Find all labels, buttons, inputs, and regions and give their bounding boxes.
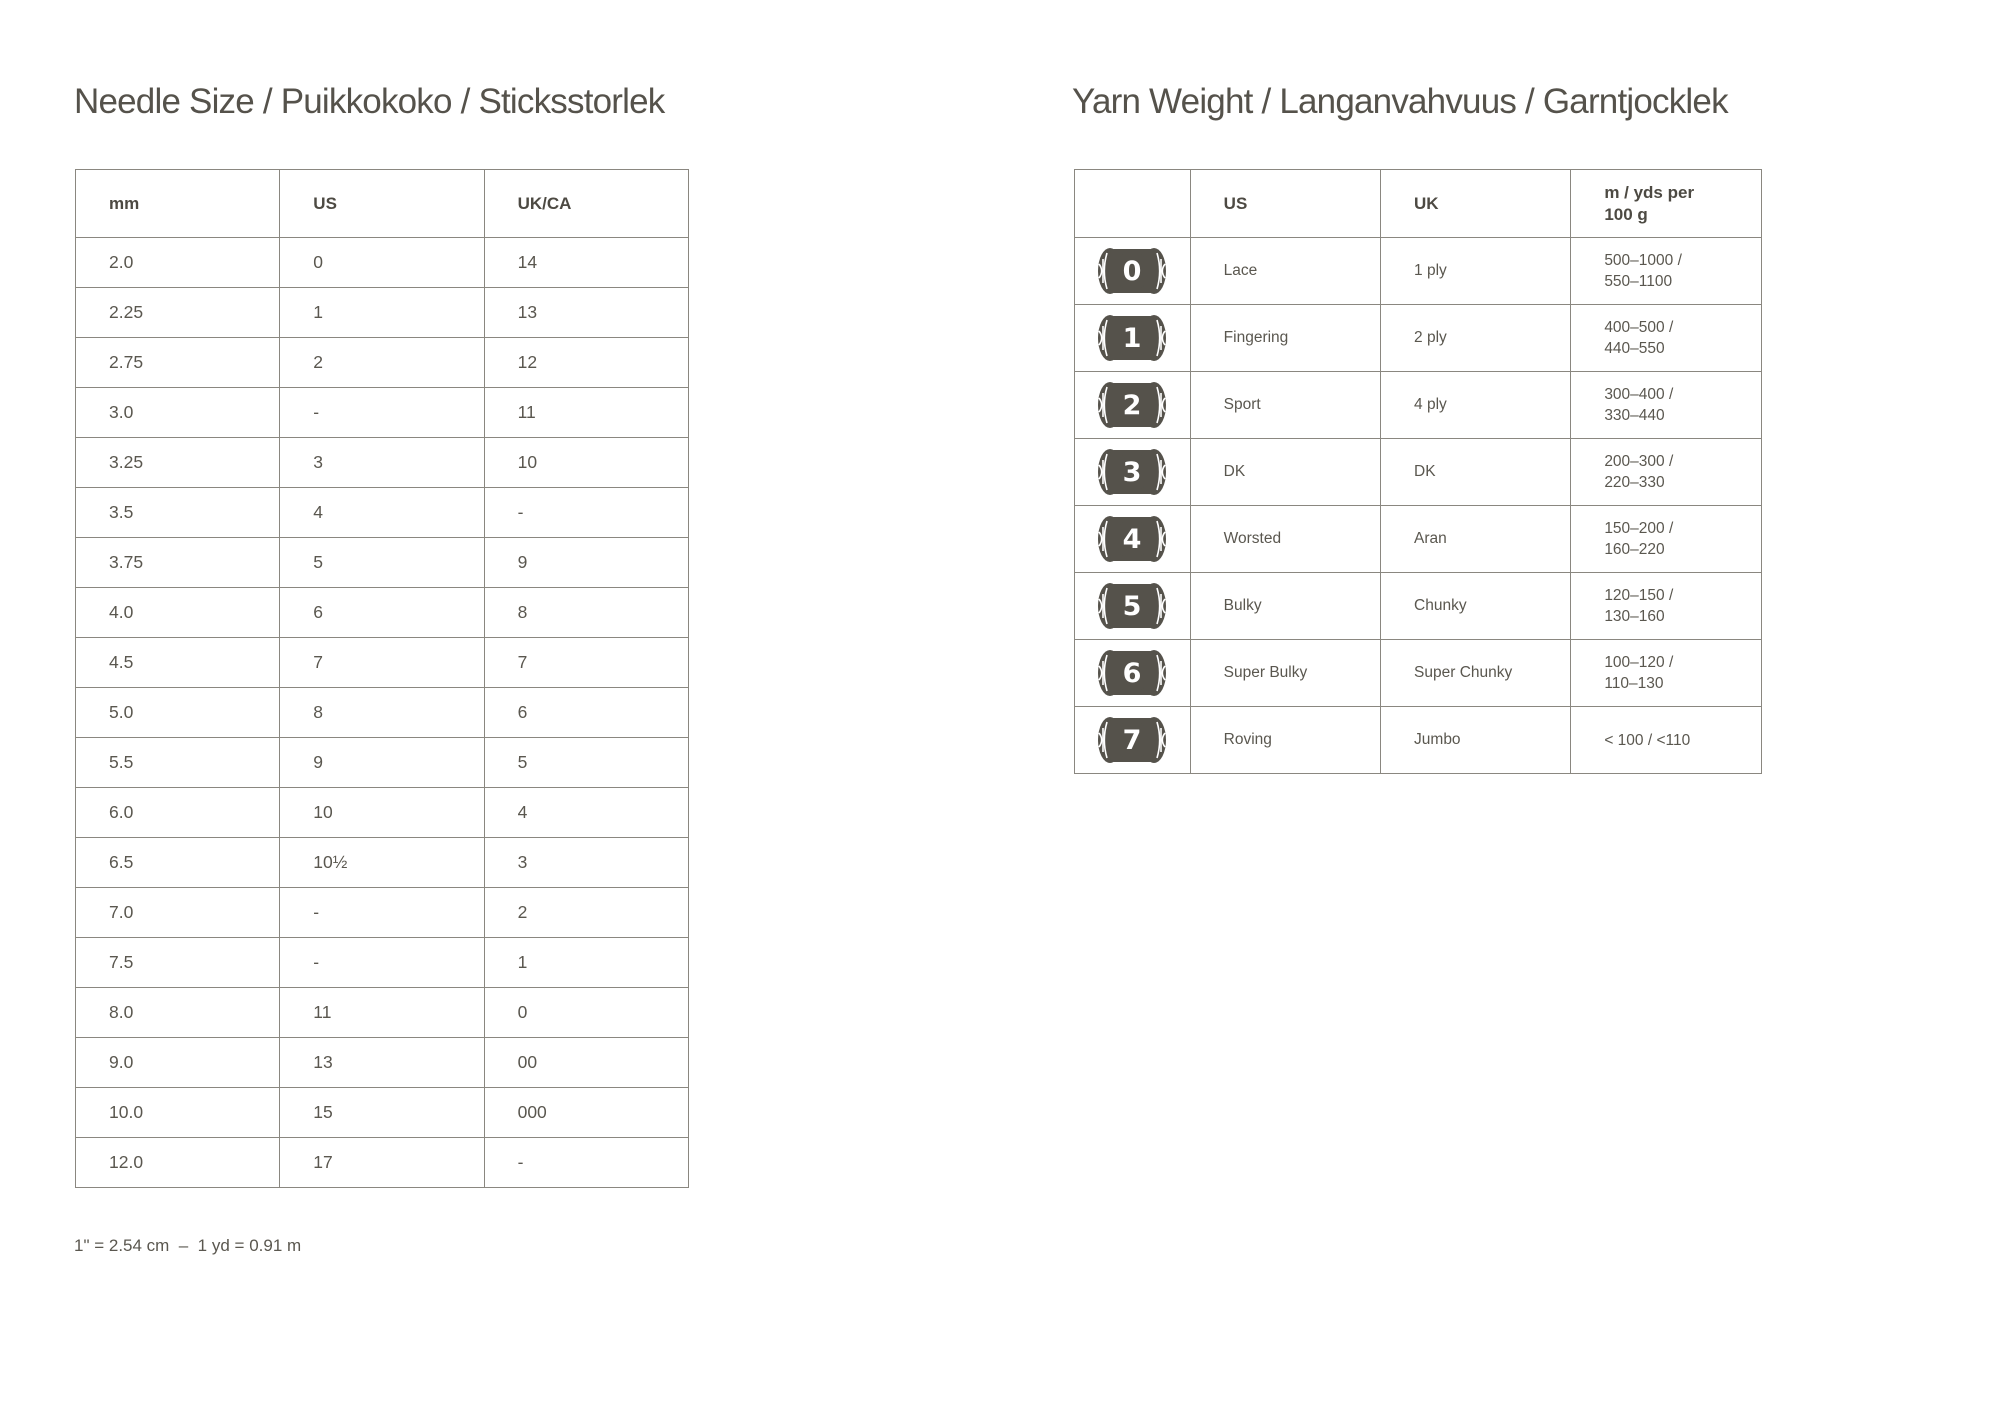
table-row (76, 1138, 689, 1188)
cell-us: Super Bulky (1190, 640, 1380, 707)
cell-us: 1 (280, 288, 484, 338)
yarn-weight-number: 2 (1122, 390, 1142, 421)
table-row (1075, 573, 1762, 640)
table-row (76, 688, 689, 738)
column-header-us: US (280, 170, 484, 238)
table-row (76, 238, 689, 288)
column-header-uk-ca: UK/CA (484, 170, 688, 238)
cell-icon (1075, 305, 1191, 372)
m-yds-value: 440–550 (1604, 340, 1665, 357)
cell-us: 15 (280, 1088, 484, 1138)
cell-us: 10½ (280, 838, 484, 888)
table-row (1075, 640, 1762, 707)
table-row (1075, 707, 1762, 774)
needle-size-rows (76, 238, 689, 1188)
table-row (76, 1038, 689, 1088)
cell-uk: Aran (1381, 506, 1571, 573)
cell-uk: Chunky (1381, 573, 1571, 640)
cell-uk-ca: 11 (484, 388, 688, 438)
cell-uk-ca: 1 (484, 938, 688, 988)
table-row (1075, 305, 1762, 372)
table-row (76, 538, 689, 588)
cell-m-yds (1571, 506, 1762, 573)
cell-us: 9 (280, 738, 484, 788)
yarn-skein-0-icon (1098, 246, 1166, 296)
column-header-us: US (1190, 170, 1380, 238)
cell-uk-ca: 6 (484, 688, 688, 738)
yarn-weight-table (1074, 169, 1762, 774)
yarn-weight-number: 3 (1122, 457, 1142, 488)
m-yds-value: 220–330 (1604, 474, 1665, 491)
cell-us: - (280, 938, 484, 988)
table-row (76, 938, 689, 988)
yarn-skein-3-icon (1098, 447, 1166, 497)
yarn-weight-number: 1 (1122, 323, 1142, 354)
m-yds-value: 400–500 / (1604, 319, 1674, 336)
cell-mm: 7.0 (76, 888, 280, 938)
table-row (76, 588, 689, 638)
cell-us: 0 (280, 238, 484, 288)
cell-m-yds (1571, 305, 1762, 372)
cell-uk-ca: 000 (484, 1088, 688, 1138)
cell-mm: 3.75 (76, 538, 280, 588)
cell-uk-ca: 00 (484, 1038, 688, 1088)
yarn-skein-5-icon (1098, 581, 1166, 631)
cell-us: Bulky (1190, 573, 1380, 640)
cell-us: 13 (280, 1038, 484, 1088)
cell-icon (1075, 640, 1191, 707)
cell-m-yds (1571, 640, 1762, 707)
cell-us: 2 (280, 338, 484, 388)
m-yds-value: 300–400 / (1604, 386, 1674, 403)
yarn-weight-title: Yarn Weight / Langanvahvuus / Garntjocklek (1072, 82, 1728, 121)
needle-size-section (74, 78, 665, 1172)
column-header-mm: mm (76, 170, 280, 238)
yarn-weight-number: 5 (1122, 591, 1142, 622)
table-row (76, 888, 689, 938)
cell-m-yds (1571, 372, 1762, 439)
cell-us: 17 (280, 1138, 484, 1188)
yarn-weight-number: 0 (1122, 256, 1142, 287)
cell-mm: 10.0 (76, 1088, 280, 1138)
table-row (76, 988, 689, 1038)
table-row (76, 288, 689, 338)
yarn-weight-number: 7 (1122, 725, 1142, 756)
cell-mm: 3.5 (76, 488, 280, 538)
table-row (1075, 238, 1762, 305)
m-yds-header-line2: 100 g (1604, 204, 1648, 224)
column-header-icon (1075, 170, 1191, 238)
cell-mm: 8.0 (76, 988, 280, 1038)
yarn-skein-4-icon (1098, 514, 1166, 564)
table-row (76, 388, 689, 438)
cell-uk-ca: 12 (484, 338, 688, 388)
yarn-skein-2-icon (1098, 380, 1166, 430)
cell-icon (1075, 372, 1191, 439)
yarn-skein-7-icon (1098, 715, 1166, 765)
m-yds-value: 120–150 / (1604, 587, 1674, 604)
cell-us: 10 (280, 788, 484, 838)
cell-mm: 5.5 (76, 738, 280, 788)
cell-uk: 2 ply (1381, 305, 1571, 372)
cell-icon (1075, 238, 1191, 305)
table-row (76, 488, 689, 538)
cell-mm: 4.5 (76, 638, 280, 688)
cell-us: 5 (280, 538, 484, 588)
m-yds-value: 150–200 / (1604, 520, 1674, 537)
yarn-skein-6-icon (1098, 648, 1166, 698)
cell-m-yds (1571, 707, 1762, 774)
yarn-weight-number: 6 (1122, 658, 1142, 689)
table-row (76, 738, 689, 788)
cell-uk-ca: 10 (484, 438, 688, 488)
table-header-row (1075, 170, 1762, 238)
cell-icon (1075, 573, 1191, 640)
cell-uk-ca: 4 (484, 788, 688, 838)
cell-us: 7 (280, 638, 484, 688)
m-yds-value: 550–1100 (1604, 273, 1673, 290)
cell-mm: 9.0 (76, 1038, 280, 1088)
table-row (76, 338, 689, 388)
cell-mm: 3.25 (76, 438, 280, 488)
m-yds-value: < 100 / <110 (1604, 731, 1691, 749)
cell-us: Sport (1190, 372, 1380, 439)
cell-m-yds (1571, 573, 1762, 640)
cell-uk-ca: 14 (484, 238, 688, 288)
conversion-footnote: 1" = 2.54 cm – 1 yd = 0.91 m (74, 1236, 302, 1255)
cell-uk: DK (1381, 439, 1571, 506)
cell-uk-ca: 9 (484, 538, 688, 588)
table-row (76, 438, 689, 488)
cell-us: 8 (280, 688, 484, 738)
yarn-skein-1-icon (1098, 313, 1166, 363)
m-yds-value: 500–1000 / (1604, 252, 1682, 269)
cell-mm: 6.0 (76, 788, 280, 838)
table-header-row (76, 170, 689, 238)
m-yds-value: 200–300 / (1604, 453, 1674, 470)
needle-size-title: Needle Size / Puikkokoko / Sticksstorlek (74, 82, 665, 121)
cell-mm: 2.75 (76, 338, 280, 388)
cell-mm: 7.5 (76, 938, 280, 988)
cell-uk: 4 ply (1381, 372, 1571, 439)
cell-m-yds (1571, 439, 1762, 506)
table-row (1075, 372, 1762, 439)
cell-uk-ca: 2 (484, 888, 688, 938)
cell-mm: 2.0 (76, 238, 280, 288)
cell-uk-ca: 3 (484, 838, 688, 888)
cell-icon (1075, 707, 1191, 774)
cell-uk-ca: - (484, 1138, 688, 1188)
cell-uk-ca: 13 (484, 288, 688, 338)
table-row (1075, 439, 1762, 506)
table-row (1075, 506, 1762, 573)
m-yds-header-line1: m / yds per (1604, 182, 1695, 202)
m-yds-value: 110–130 (1604, 675, 1664, 692)
cell-icon (1075, 506, 1191, 573)
cell-m-yds (1571, 238, 1762, 305)
yarn-weight-section (1072, 78, 1728, 756)
cell-mm: 4.0 (76, 588, 280, 638)
cell-mm: 12.0 (76, 1138, 280, 1188)
cell-mm: 3.0 (76, 388, 280, 438)
cell-mm: 6.5 (76, 838, 280, 888)
cell-mm: 5.0 (76, 688, 280, 738)
cell-us: 4 (280, 488, 484, 538)
m-yds-value: 100–120 / (1604, 654, 1674, 671)
cell-uk-ca: 5 (484, 738, 688, 788)
column-header-uk: UK (1381, 170, 1571, 238)
cell-us: Lace (1190, 238, 1380, 305)
cell-us: 6 (280, 588, 484, 638)
cell-uk: Super Chunky (1381, 640, 1571, 707)
table-row (76, 838, 689, 888)
table-row (76, 638, 689, 688)
cell-us: Fingering (1190, 305, 1380, 372)
cell-uk-ca: 0 (484, 988, 688, 1038)
cell-uk: Jumbo (1381, 707, 1571, 774)
table-row (76, 1088, 689, 1138)
yarn-weight-number: 4 (1122, 524, 1142, 555)
yarn-weight-rows (1075, 238, 1762, 774)
cell-us: Roving (1190, 707, 1380, 774)
cell-us: Worsted (1190, 506, 1380, 573)
cell-us: 3 (280, 438, 484, 488)
cell-uk-ca: 7 (484, 638, 688, 688)
m-yds-value: 330–440 (1604, 407, 1665, 424)
column-header-m-yds (1571, 170, 1762, 238)
cell-uk: 1 ply (1381, 238, 1571, 305)
cell-icon (1075, 439, 1191, 506)
table-row (76, 788, 689, 838)
cell-us: 11 (280, 988, 484, 1038)
needle-size-table (75, 169, 689, 1188)
cell-mm: 2.25 (76, 288, 280, 338)
cell-uk-ca: 8 (484, 588, 688, 638)
cell-us: - (280, 388, 484, 438)
cell-us: - (280, 888, 484, 938)
m-yds-value: 160–220 (1604, 541, 1665, 558)
cell-uk-ca: - (484, 488, 688, 538)
m-yds-value: 130–160 (1604, 608, 1665, 625)
cell-us: DK (1190, 439, 1380, 506)
